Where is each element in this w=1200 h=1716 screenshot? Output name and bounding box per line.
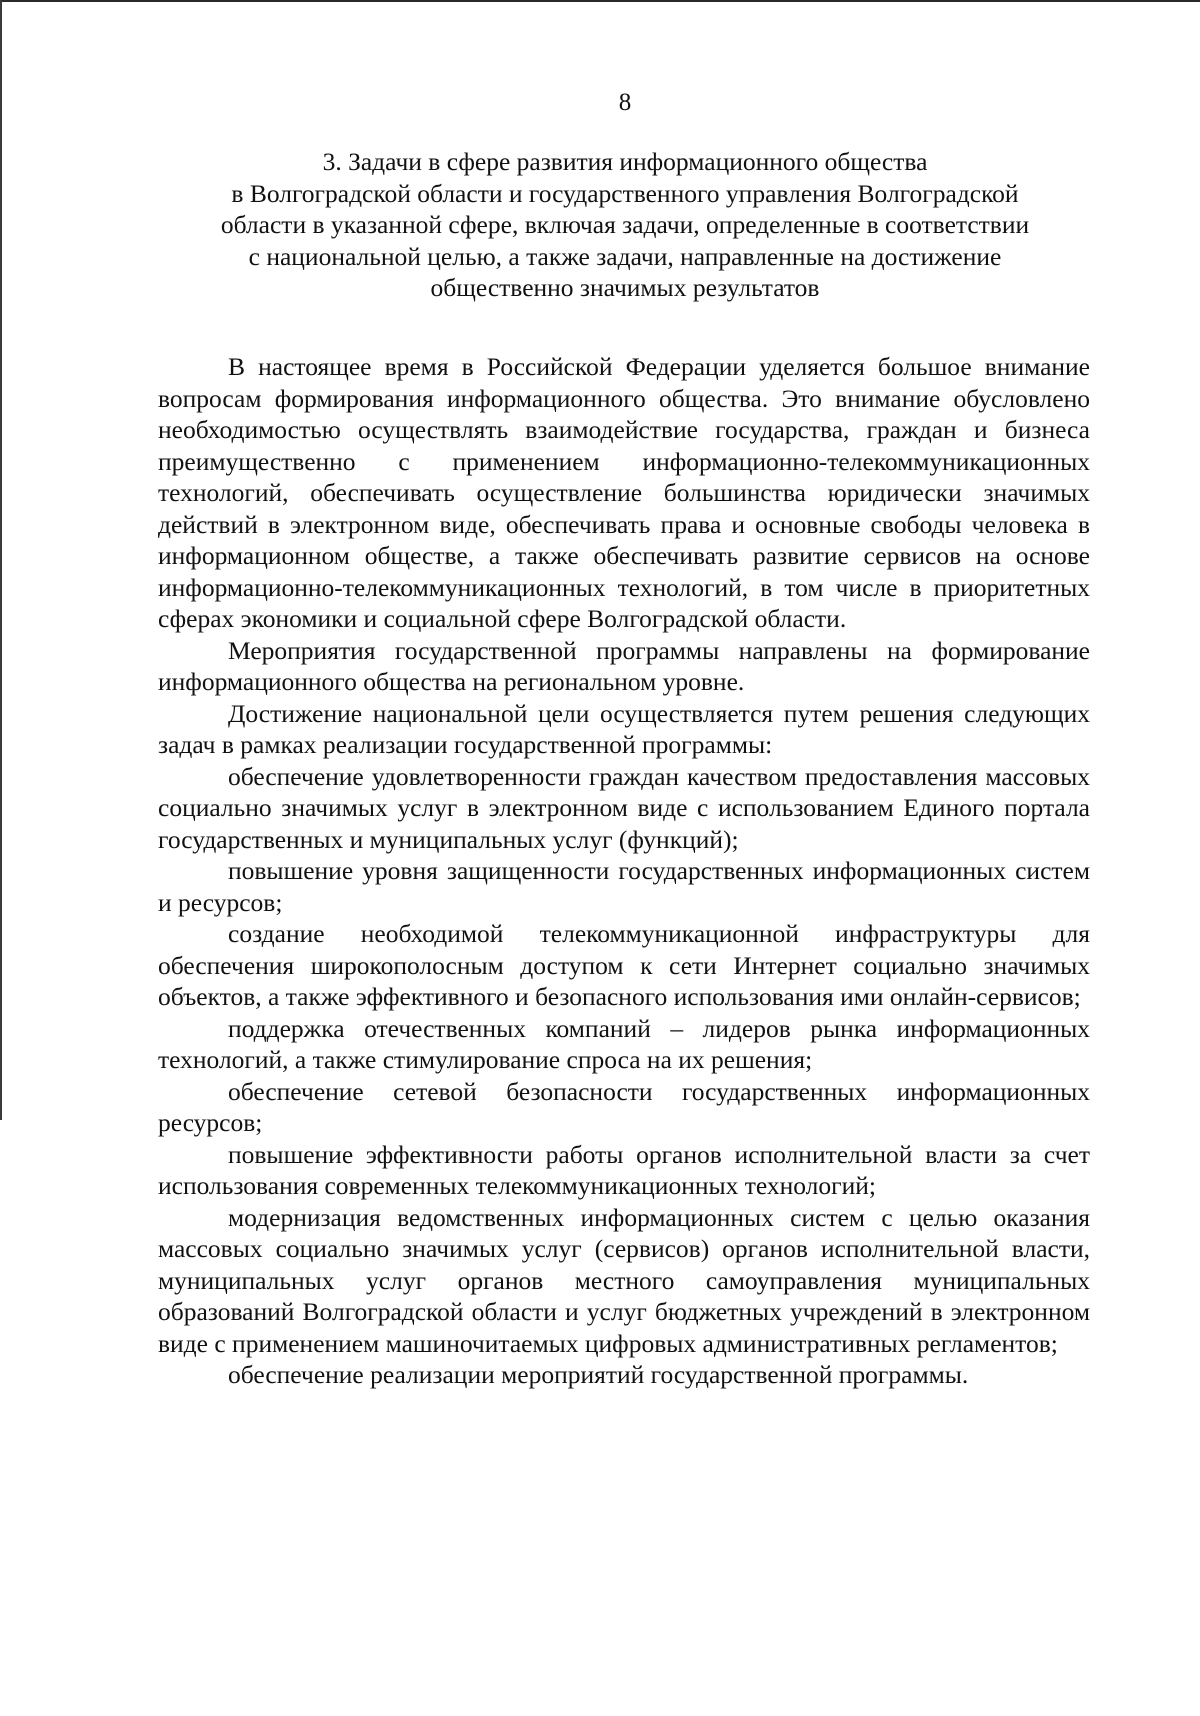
task-item: обеспечение реализации мероприятий государственной программы. [228,1360,969,1389]
page-number: 8 [618,89,632,116]
scan-edge-left [0,0,2,1120]
task-item: модернизация ведомственных информационных систем с целью оказания массовых социально значимых услуг (сервисов) органов исполнительной власти, муниципальных услуг органов местного самоуправления муниципальных образований Волгоградской области и услуг бюджетных учреждений в электронном виде с применением машиночитаемых цифровых административных регламентов; [158,1202,1090,1358]
scan-edge-top [0,0,1200,2]
task-item: повышение эффективности работы органов исполнительной власти за счет использования современных телекоммуникационных технологий; [158,1139,1090,1200]
section-heading-line: в Волгоградской области и государственного управления Волгоградской [231,178,1019,208]
section-heading [130,146,1120,304]
task-item: обеспечение удовлетворенности граждан качеством предоставления массовых социально значимых услуг в электронном виде с использованием Единого портала государственных и муниципальных услуг (функций); [158,761,1090,854]
task-item: повышение уровня защищенности государственных информационных систем и ресурсов; [158,856,1090,917]
section-heading-line: 3. Задачи в сфере развития информационного общества [322,147,928,176]
task-item: создание необходимой телекоммуникационной инфраструктуры для обеспечения широкополосным доступом к сети Интернет социально значимых объектов, а также эффективного и безопасного использования ими онлайн-сервисов; [158,919,1090,1011]
paragraph-intro: В настоящее время в Российской Федерации уделяется большое внимание вопросам формирования информационного общества. Это внимание обусловлено необходимостью осуществлять взаимодействие государства, граждан и бизнеса преимущественно с применением информационно-телекоммуникационных технологий, обеспечивать осуществление большинства юридически значимых действий в электронном виде, обеспечивать права и основные свободы человека в информационном обществе, а также обеспечивать развитие сервисов на основе информационно-телекоммуникационных технологий, в том числе в приоритетных сферах экономики и социальной сфере Волгоградской области. [158,352,1090,633]
task-item: обеспечение сетевой безопасности государственных информационных ресурсов; [158,1076,1090,1137]
paragraph-tasks-intro: Достижение национальной цели осуществляется путем решения следующих задач в рамках реализации государственной программы: [158,698,1090,759]
paragraph-program-activities: Мероприятия государственной программы направлены на формирование информационного общества на региональном уровне. [158,635,1090,696]
body-text [158,351,1090,1391]
section-heading-line: с национальной целью, а также задачи, направленные на достижение [248,241,1002,271]
task-item: поддержка отечественных компаний – лидеров рынка информационных технологий, а также стимулирование спроса на их решения; [158,1013,1090,1074]
section-heading-line: области в указанной сфере, включая задачи, определенные в соответствии [220,210,1030,239]
section-heading-line: общественно значимых результатов [430,273,820,302]
